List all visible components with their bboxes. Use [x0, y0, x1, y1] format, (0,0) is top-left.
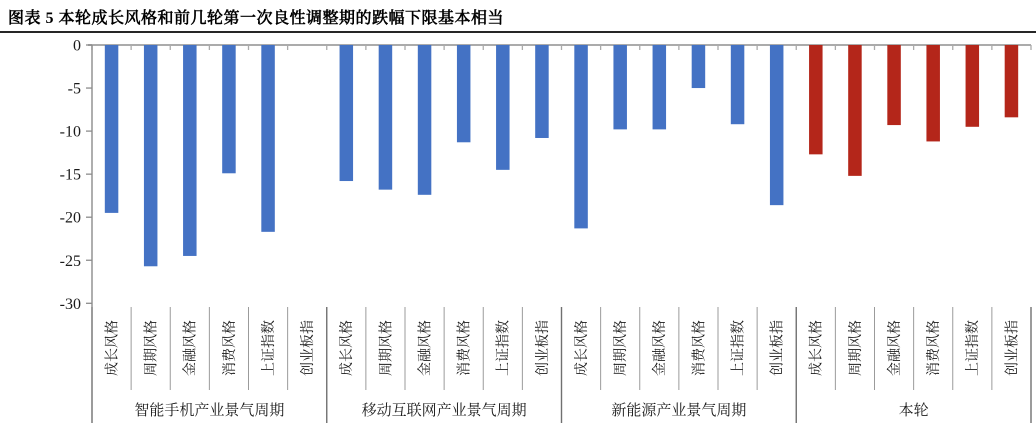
bar: [222, 45, 236, 173]
bar: [340, 45, 354, 181]
y-axis-tick-label: 0: [73, 37, 81, 55]
category-label: 上证指数: [496, 320, 512, 376]
category-label: 上证指数: [731, 320, 747, 376]
bar: [770, 45, 784, 205]
bar: [926, 45, 940, 141]
category-label: 金融风格: [887, 320, 903, 376]
group-label: 本轮: [898, 403, 929, 419]
category-label: 消费风格: [222, 320, 238, 376]
category-label: 消费风格: [457, 320, 473, 376]
bar: [418, 45, 432, 195]
category-label: 创业板指: [301, 320, 317, 376]
bar: [809, 45, 823, 154]
category-label: 周期风格: [379, 320, 395, 376]
bar: [574, 45, 588, 228]
category-label: 上证指数: [261, 320, 277, 376]
category-label: 消费风格: [927, 320, 943, 376]
category-label: 金融风格: [418, 320, 434, 376]
category-label: 创业板指: [535, 320, 551, 376]
bar: [653, 45, 667, 129]
bar: [379, 45, 393, 190]
figure-title: 图表 5 本轮成长风格和前几轮第一次良性调整期的跌幅下限基本相当: [8, 10, 505, 27]
category-label: 成长风格: [809, 320, 825, 376]
group-label: 智能手机产业景气周期: [134, 403, 285, 419]
category-label: 金融风格: [653, 320, 669, 376]
group-label: 移动互联网产业景气周期: [361, 403, 527, 419]
bar: [1005, 45, 1019, 117]
bar: [848, 45, 862, 176]
category-label: 周期风格: [144, 320, 160, 376]
bar: [692, 45, 706, 88]
category-label: 周期风格: [614, 320, 630, 376]
category-label: 创业板指: [1005, 320, 1021, 376]
y-axis-tick-label: -5: [67, 80, 81, 98]
bar: [144, 45, 158, 266]
group-label: 新能源产业景气周期: [611, 403, 747, 419]
bar-chart: [0, 33, 1036, 433]
category-label: 上证指数: [966, 320, 982, 376]
category-label: 成长风格: [574, 320, 590, 376]
bar: [457, 45, 471, 142]
bar: [731, 45, 745, 124]
category-label: 周期风格: [848, 320, 864, 376]
bar: [183, 45, 197, 256]
bar: [261, 45, 275, 232]
bar: [105, 45, 119, 213]
category-label: 成长风格: [105, 320, 121, 376]
y-axis-tick-label: -20: [59, 209, 81, 227]
y-axis-tick-label: -10: [59, 123, 81, 141]
y-axis-tick-label: -25: [59, 252, 81, 270]
y-axis-tick-label: -30: [59, 295, 81, 313]
bar: [496, 45, 510, 170]
bar: [535, 45, 549, 138]
bar: [966, 45, 980, 127]
category-label: 金融风格: [183, 320, 199, 376]
y-axis-tick-label: -15: [59, 166, 81, 184]
bar: [887, 45, 901, 125]
category-label: 消费风格: [692, 320, 708, 376]
bar: [613, 45, 627, 129]
category-label: 创业板指: [770, 320, 786, 376]
category-label: 成长风格: [340, 320, 356, 376]
